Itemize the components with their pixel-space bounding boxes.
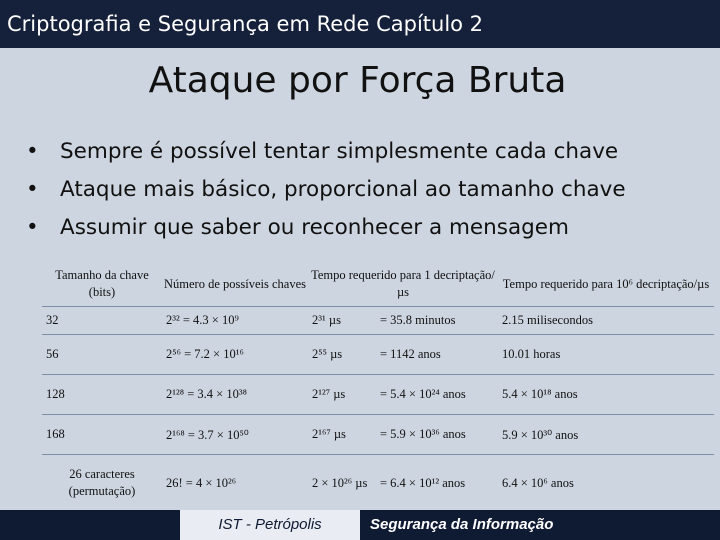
cell-time-million: 5.4 × 10¹⁸ anos (498, 375, 714, 415)
course-header (0, 0, 720, 48)
bullet-text: Sempre é possível tentar simplesmente cada chave (60, 139, 619, 164)
cell-time-single (308, 335, 498, 375)
table-row (42, 415, 714, 455)
bullet-list (26, 133, 626, 247)
table-row (42, 375, 714, 415)
brute-force-table (42, 262, 714, 511)
bullet-icon: • (26, 215, 39, 240)
bullet-item (26, 209, 626, 247)
header-key-size: Tamanho da chave (bits) (55, 268, 149, 299)
time-value: = 5.9 × 10³⁶ anos (380, 427, 466, 441)
table-header-row (42, 262, 714, 307)
bullet-icon: • (26, 177, 39, 202)
cell-key-size: 168 (42, 415, 162, 455)
cell-num-keys: 2⁵⁶ = 7.2 × 10¹⁶ (162, 335, 308, 375)
slide-title: Ataque por Força Bruta (148, 60, 567, 101)
cell-time-single (308, 455, 498, 512)
time-value: = 5.4 × 10²⁴ anos (380, 387, 466, 401)
cell-key-size: 56 (42, 335, 162, 375)
time-value: = 35.8 minutos (380, 313, 456, 327)
cell-key-size: 26 caracteres (permutação) (42, 455, 162, 512)
time-exponent: 2⁵⁵ µs (312, 347, 343, 361)
table-row (42, 307, 714, 335)
cell-key-size: 128 (42, 375, 162, 415)
footer-institution: IST - Petrópolis (180, 510, 360, 540)
cell-time-million: 6.4 × 10⁶ anos (498, 455, 714, 512)
cell-time-single (308, 415, 498, 455)
bullet-icon: • (26, 139, 39, 164)
cell-num-keys: 26! = 4 × 10²⁶ (162, 455, 308, 512)
bullet-item (26, 133, 626, 171)
bullet-item (26, 171, 626, 209)
time-exponent: 2³¹ µs (312, 313, 341, 327)
cell-num-keys: 2³² = 4.3 × 10⁹ (162, 307, 308, 335)
bullet-text: Assumir que saber ou reconhecer a mensagem (60, 215, 569, 240)
footer-bar (0, 510, 720, 540)
header-time-single: Tempo requerido para 1 decriptação/µs (311, 268, 495, 299)
cell-time-million: 5.9 × 10³⁰ anos (498, 415, 714, 455)
time-value: = 1142 anos (380, 347, 441, 361)
header-time-million: Tempo requerido para 10⁶ decriptação/µs (502, 276, 710, 291)
time-value: = 6.4 × 10¹² anos (380, 475, 466, 490)
cell-key-size: 32 (42, 307, 162, 335)
time-exponent: 2¹⁶⁷ µs (312, 427, 346, 441)
footer-course: Segurança da Informação (370, 516, 554, 533)
time-exponent: 2 × 10²⁶ µs (312, 475, 368, 490)
header-title: Criptografia e Segurança em Rede Capítulo 2 (7, 12, 484, 36)
time-exponent: 2¹²⁷ µs (312, 387, 346, 401)
cell-num-keys: 2¹⁶⁸ = 3.7 × 10⁵⁰ (162, 415, 308, 455)
cell-time-million: 10.01 horas (498, 335, 714, 375)
cell-time-single (308, 307, 498, 335)
header-num-keys: Número de possíveis chaves (164, 276, 306, 291)
cell-time-million: 2.15 milisecondos (498, 307, 714, 335)
table-row (42, 455, 714, 512)
table-row (42, 335, 714, 375)
cell-time-single (308, 375, 498, 415)
cell-num-keys: 2¹²⁸ = 3.4 × 10³⁸ (162, 375, 308, 415)
bullet-text: Ataque mais básico, proporcional ao tamanho chave (60, 177, 626, 202)
